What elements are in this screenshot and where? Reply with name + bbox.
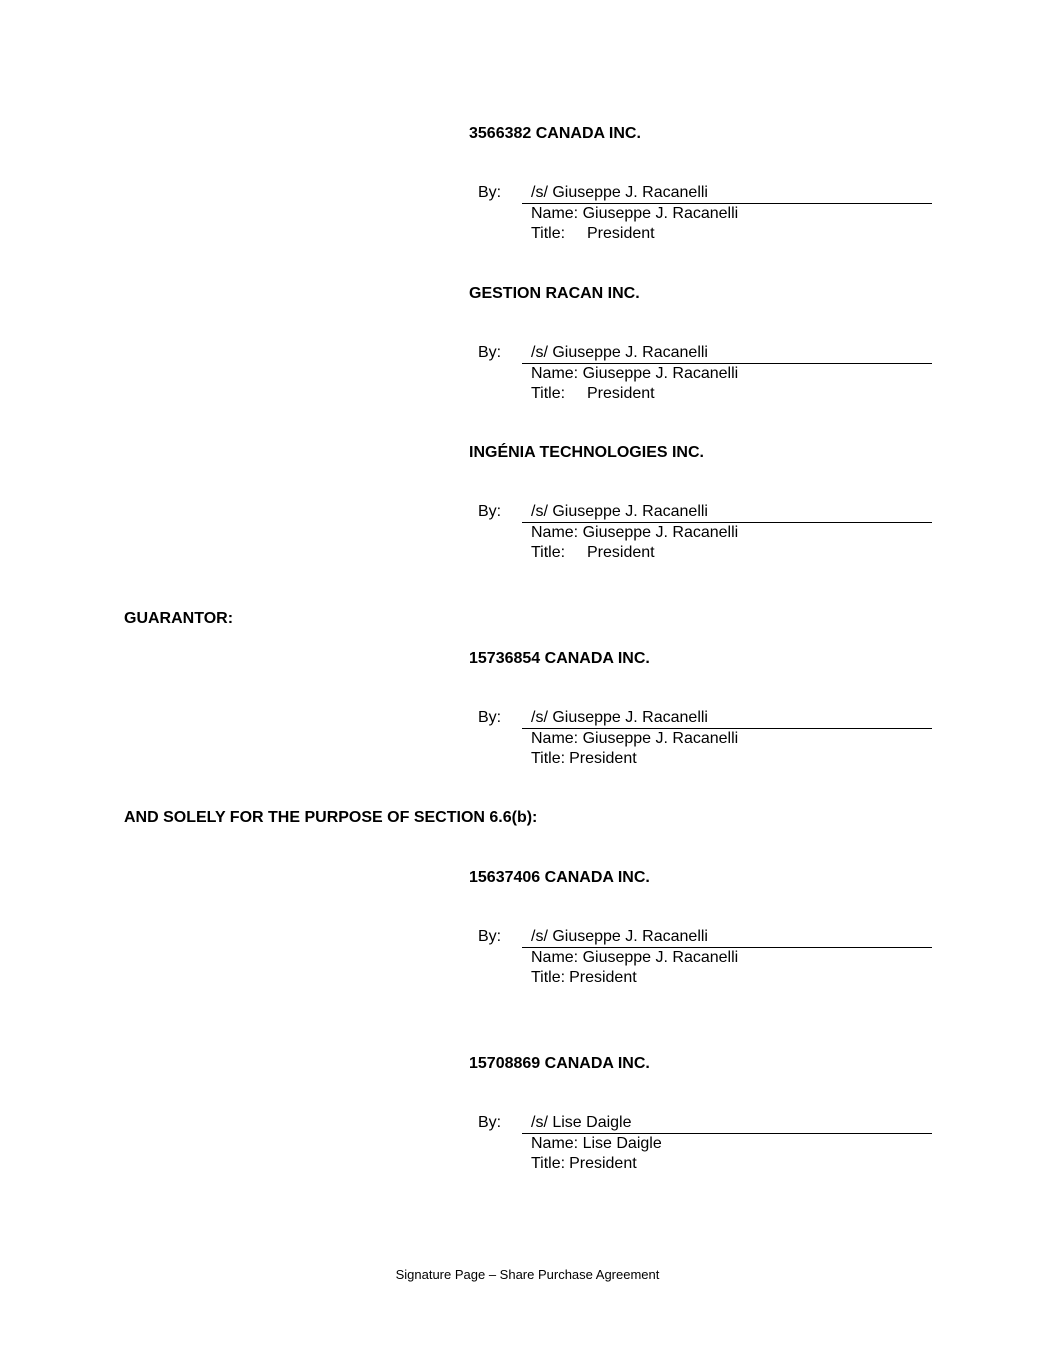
signature-text: /s/ Giuseppe J. Racanelli: [531, 928, 708, 945]
signature-block-gestion-racan: [469, 284, 949, 424]
signature-block-15637406-canada: [469, 868, 949, 1008]
title-label: Title:: [531, 225, 566, 242]
signature-line: [522, 708, 932, 729]
signature-block-3566382-canada: [469, 124, 949, 264]
title-label: Title:: [531, 969, 566, 986]
signatory-title: [531, 749, 637, 769]
signature-block-15708869-canada: [469, 1054, 949, 1194]
entity-name: 15708869 CANADA INC.: [469, 1055, 650, 1072]
page-footer: Signature Page – Share Purchase Agreement: [395, 1267, 660, 1282]
title-value: President: [569, 750, 637, 767]
signature-text: /s/ Lise Daigle: [531, 1114, 632, 1131]
signatory-name: Name: Giuseppe J. Racanelli: [531, 949, 739, 966]
signature-block-15736854-canada: [469, 649, 949, 789]
guarantor-heading: GUARANTOR:: [124, 610, 234, 627]
signature-line: [522, 183, 932, 204]
signatory-name: Name: Lise Daigle: [531, 1135, 662, 1152]
title-value: President: [587, 225, 655, 242]
signatory-name: Name: Giuseppe J. Racanelli: [531, 365, 739, 382]
signature-block-ingenia-technologies: [469, 443, 949, 583]
section-purpose-heading: AND SOLELY FOR THE PURPOSE OF SECTION 6.6(b):: [124, 809, 538, 826]
by-label: By:: [478, 184, 502, 201]
signatory-title: [531, 543, 655, 563]
signatory-title: [531, 968, 637, 988]
title-label: Title:: [531, 544, 566, 561]
signatory-title: [531, 224, 655, 244]
signature-line: [522, 1113, 932, 1134]
signatory-name: Name: Giuseppe J. Racanelli: [531, 524, 739, 541]
signature-line: [522, 927, 932, 948]
entity-name: 3566382 CANADA INC.: [469, 125, 641, 142]
signatory-name: Name: Giuseppe J. Racanelli: [531, 205, 739, 222]
entity-name: GESTION RACAN INC.: [469, 285, 640, 302]
signature-line: [522, 343, 932, 364]
signature-line: [522, 502, 932, 523]
by-label: By:: [478, 928, 502, 945]
title-value: President: [569, 1155, 637, 1172]
by-label: By:: [478, 1114, 502, 1131]
by-label: By:: [478, 709, 502, 726]
signatory-title: [531, 1154, 637, 1174]
signature-text: /s/ Giuseppe J. Racanelli: [531, 344, 708, 361]
signatory-name: Name: Giuseppe J. Racanelli: [531, 730, 739, 747]
signature-text: /s/ Giuseppe J. Racanelli: [531, 709, 708, 726]
title-value: President: [587, 385, 655, 402]
title-label: Title:: [531, 1155, 566, 1172]
entity-name: 15736854 CANADA INC.: [469, 650, 650, 667]
signature-text: /s/ Giuseppe J. Racanelli: [531, 184, 708, 201]
signature-text: /s/ Giuseppe J. Racanelli: [531, 503, 708, 520]
title-label: Title:: [531, 385, 566, 402]
signatory-title: [531, 384, 655, 404]
by-label: By:: [478, 344, 502, 361]
entity-name: INGÉNIA TECHNOLOGIES INC.: [469, 444, 704, 461]
title-value: President: [569, 969, 637, 986]
title-value: President: [587, 544, 655, 561]
by-label: By:: [478, 503, 502, 520]
title-label: Title:: [531, 750, 566, 767]
entity-name: 15637406 CANADA INC.: [469, 869, 650, 886]
